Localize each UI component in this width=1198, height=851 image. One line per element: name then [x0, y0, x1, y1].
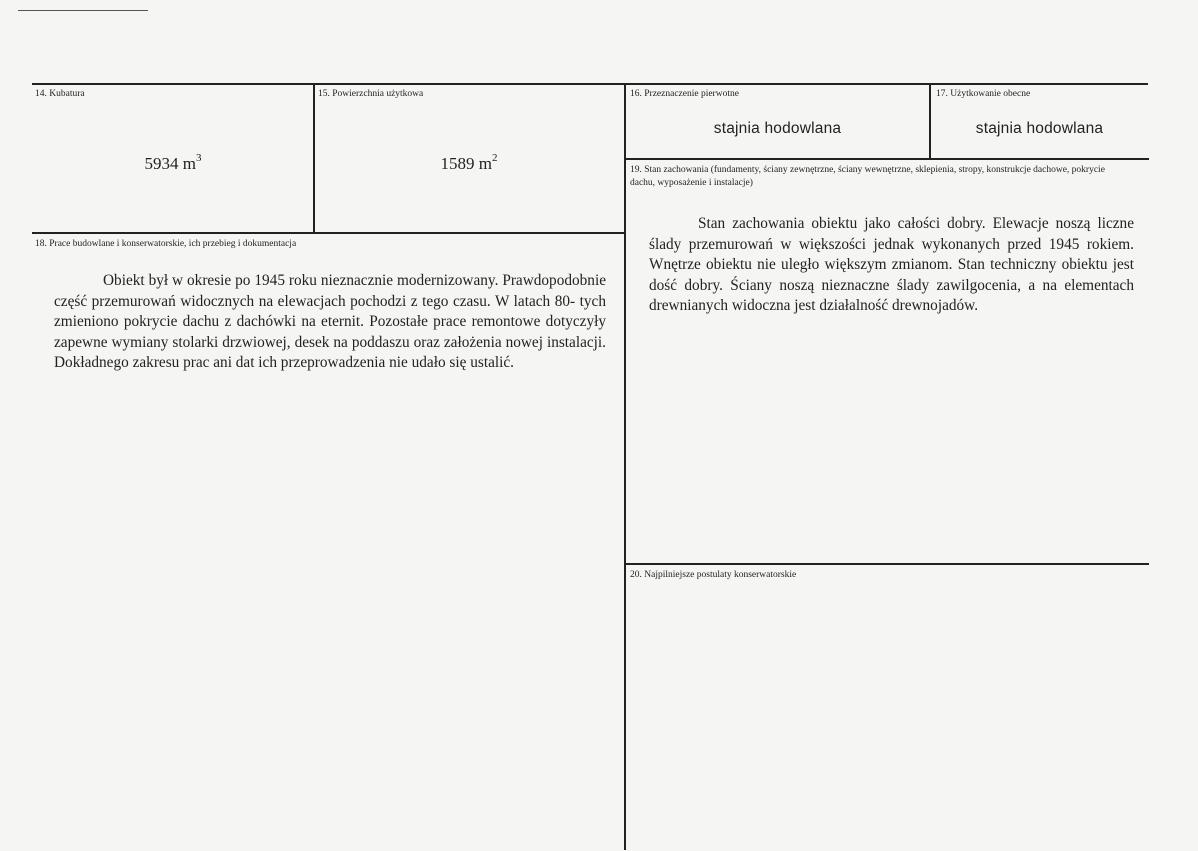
field-19-label: 19. Stan zachowania (fundamenty, ściany zewnętrzne, ściany wewnętrzne, sklepienia, stropy, konstrukcje dachowe, pokrycie dachu, wyposażenie i instalacje): [630, 165, 1105, 188]
top-edge-stroke: [18, 10, 148, 11]
field-18-label: 18. Prace budowlane i konserwatorskie, ich przebieg i dokumentacja: [35, 239, 297, 249]
field-14-unit: m: [182, 154, 196, 173]
divider-left-right: [624, 84, 626, 850]
field-20-label: 20. Najpilniejsze postulaty konserwatorskie: [630, 570, 797, 580]
field-17-value: stajnia hodowlana: [975, 120, 1104, 137]
field-15-number: 1589: [440, 154, 475, 173]
divider-row-19: [625, 158, 1149, 160]
field-14-label: 14. Kubatura: [35, 89, 85, 99]
field-17-label: 17. Użytkowanie obecne: [936, 89, 1031, 99]
divider-row-18: [32, 232, 625, 234]
field-15-unit: m: [478, 154, 492, 173]
field-15-exponent: 2: [491, 152, 498, 164]
field-16-label: 16. Przeznaczenie pierwotne: [630, 89, 739, 99]
field-16-value: stajnia hodowlana: [713, 120, 842, 137]
divider-row-20: [625, 563, 1149, 565]
field-15-value: [315, 152, 623, 174]
field-18-text: Obiekt był w okresie po 1945 roku nieznacznie modernizowany. Prawdopodobnie część przemurowań widocznych na elewacjach pochodzi z tego czasu. W latach 80- tych zmieniono pokrycie dachu z dachówki na eternit. Pozostałe prace remontowe dotyczyły zapewne wymiany stolarki drzwiowej, desek na poddaszu oraz założenia nowej instalacji. Dokładnego zakresu prac ani dat ich przeprowadzenia nie udało się ustalić.: [54, 272, 606, 371]
field-19-text: Stan zachowania obiektu jako całości dobry. Elewacje noszą liczne ślady przemurowań w większości jednak wykonanych przed 1945 rokiem. Wnętrze obiektu nie uległo większym zmianom. Stan techniczny obiektu jest dość dobry. Ściany noszą nieznaczne ślady zawilgocenia, a na elementach drewnianych widoczna jest działalność drewnojadów.: [649, 215, 1134, 314]
form-top-border: [32, 83, 1148, 85]
field-14-number: 5934: [144, 154, 179, 173]
field-15-label: 15. Powierzchnia użytkowa: [318, 89, 424, 99]
field-14-value: [34, 152, 312, 174]
field-14-exponent: 3: [195, 152, 202, 164]
